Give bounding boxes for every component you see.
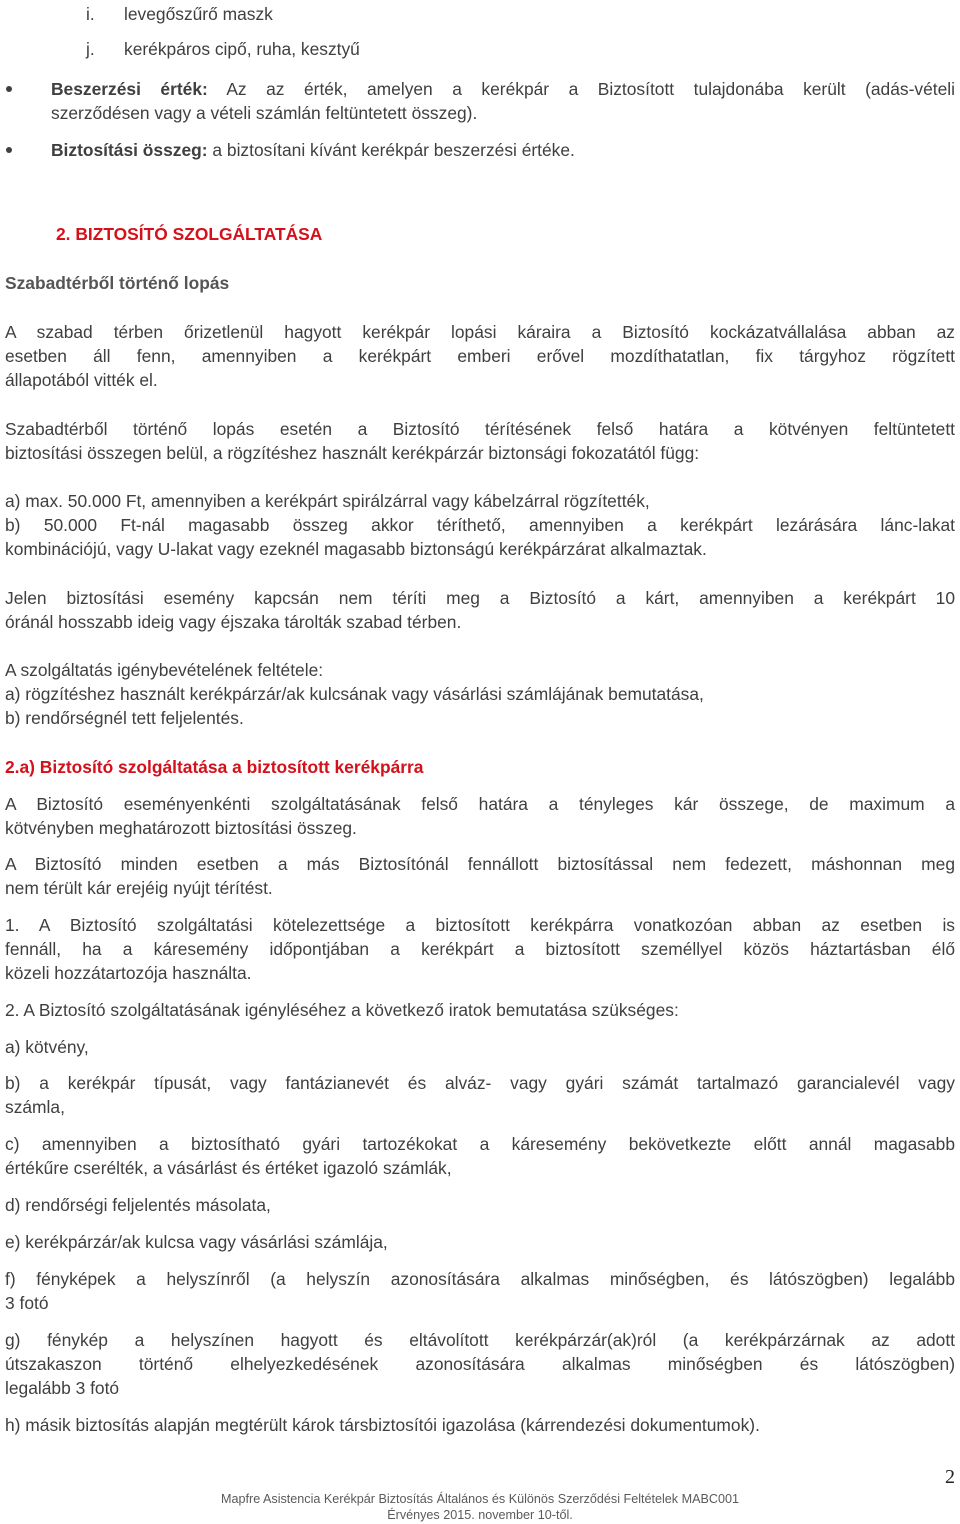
document-item-a: a) kötvény, — [5, 1037, 89, 1057]
paragraph-line: A Biztosító minden esetben a más Biztosítónál fennállott biztosítással nem fedezett, máshonnan meg — [5, 854, 955, 874]
document-item-g-cont: legalább 3 fotó — [5, 1378, 120, 1398]
definition-line: Beszerzési érték: Az az érték, amelyen a kerékpár a Biztosított tulajdonába került (adás-vételi — [51, 79, 955, 99]
definition-line: Biztosítási összeg: a biztosítani kívánt kerékpár beszerzési értéke. — [51, 140, 575, 160]
section-heading: 2. BIZTOSÍTÓ SZOLGÁLTATÁSA — [56, 224, 323, 244]
paragraph-line: A Biztosító eseményenkénti szolgáltatásának felső határa a tényleges kár összege, de maximum a — [5, 794, 955, 814]
list-item-i-text: levegőszűrő maszk — [124, 4, 273, 24]
document-item-b-cont: számla, — [5, 1097, 65, 1117]
paragraph-line: közeli hozzátartozója használta. — [5, 963, 252, 983]
paragraph-line: Szabadtérből történő lopás esetén a Biztosító térítésének felső határa a kötvényen feltüntetett — [5, 419, 955, 439]
subsection-heading: 2.a) Biztosító szolgáltatása a biztosított kerékpárra — [5, 757, 424, 777]
list-item-j — [86, 37, 95, 61]
definition-term: Biztosítási összeg: — [51, 140, 208, 160]
paragraph-line: állapotából vitték el. — [5, 370, 158, 390]
footer-line-1: Mapfre Asistencia Kerékpár Biztosítás Általános és Különös Szerződési Feltételek MABC001 — [221, 1492, 739, 1506]
paragraph-line: esetben áll fenn, amennyiben a kerékpárt emberi erővel mozdíthatatlan, fix tárgyhoz rögzített — [5, 346, 955, 366]
document-item-b: b) a kerékpár típusát, vagy fantázianevét és alváz- vagy gyári számát tartalmazó garancialevél vagy — [5, 1073, 955, 1093]
paragraph-line: b) 50.000 Ft-nál magasabb összeg akkor téríthető, amennyiben a kerékpárt lezárására lánc-lakat — [5, 515, 955, 535]
list-item-j-text: kerékpáros cipő, ruha, kesztyű — [124, 39, 360, 59]
section-subheading: Szabadtérből történő lopás — [5, 273, 230, 293]
document-item-g-cont: útszakaszon történő elhelyezkedésének azonosítására alkalmas minőségben és látószögben) — [5, 1354, 955, 1374]
paragraph-line: a) rögzítéshez használt kerékpárzár/ak kulcsának vagy vásárlási számlájának bemutatása, — [5, 684, 704, 704]
paragraph-line: kombinációjú, vagy U-lakat vagy ezeknél magasabb biztonságú kerékpárzárat alkalmaztak. — [5, 539, 707, 559]
paragraph-line: A szabad térben őrizetlenül hagyott kerékpár lopási káraira a Biztosító kockázatvállalása abban az — [5, 322, 955, 342]
definition-line: szerződésen vagy a vételi számlán feltüntetett összeg). — [51, 103, 478, 123]
paragraph-line: nem térült kár erejéig nyújt térítést. — [5, 878, 273, 898]
document-item-f: f) fényképek a helyszínről (a helyszín azonosítására alkalmas minőségben, és látószögben) legalább — [5, 1269, 955, 1289]
document-item-h: h) másik biztosítás alapján megtérült károk társbiztosítói igazolása (kárrendezési dokumentumok). — [5, 1415, 760, 1435]
paragraph-line: fennáll, ha a káresemény időpontjában a kerékpárt a biztosított személlyel közös háztartásban élő — [5, 939, 955, 959]
bullet-icon — [6, 86, 12, 92]
paragraph-line: kötvényben meghatározott biztosítási összeg. — [5, 818, 357, 838]
document-item-f-cont: 3 fotó — [5, 1293, 49, 1313]
paragraph-line: óránál hosszabb ideig vagy éjszaka tárolták szabad térben. — [5, 612, 462, 632]
list-marker: j. — [86, 39, 95, 59]
paragraph-line: 1. A Biztosító szolgáltatási kötelezettsége a biztosított kerékpárra vonatkozóan abban az esetben is — [5, 915, 955, 935]
page-number: 2 — [945, 1466, 955, 1488]
document-item-c-cont: értékűre cserélték, a vásárlást és értéket igazoló számlák, — [5, 1158, 452, 1178]
list-marker: i. — [86, 4, 95, 24]
footer-line-2: Érvényes 2015. november 10-től. — [387, 1508, 573, 1522]
document-item-g: g) fénykép a helyszínen hagyott és eltávolított kerékpárzár(ak)ról (a kerékpárzárnak az adott — [5, 1330, 955, 1350]
definition-term: Beszerzési érték: — [51, 79, 208, 99]
paragraph-line: biztosítási összegen belül, a rögzítéshez használt kerékpárzár biztonsági fokozatától függ: — [5, 443, 700, 463]
document-item-c: c) amennyiben a biztosítható gyári tartozékokat a káresemény bekövetkezte előtt annál magasabb — [5, 1134, 955, 1154]
document-item-e: e) kerékpárzár/ak kulcsa vagy vásárlási számlája, — [5, 1232, 388, 1252]
paragraph-line: Jelen biztosítási esemény kapcsán nem téríti meg a Biztosító a kárt, amennyiben a kerékpárt 10 — [5, 588, 955, 608]
document-item-d: d) rendőrségi feljelentés másolata, — [5, 1195, 271, 1215]
paragraph-line: a) max. 50.000 Ft, amennyiben a kerékpárt spirálzárral vagy kábelzárral rögzítették, — [5, 491, 650, 511]
paragraph-line: 2. A Biztosító szolgáltatásának igényléséhez a következő iratok bemutatása szükséges: — [5, 1000, 679, 1020]
paragraph-line: b) rendőrségnél tett feljelentés. — [5, 708, 244, 728]
paragraph-line: A szolgáltatás igénybevételének feltétele: — [5, 660, 324, 680]
list-item-i — [86, 2, 95, 26]
bullet-icon — [6, 147, 12, 153]
